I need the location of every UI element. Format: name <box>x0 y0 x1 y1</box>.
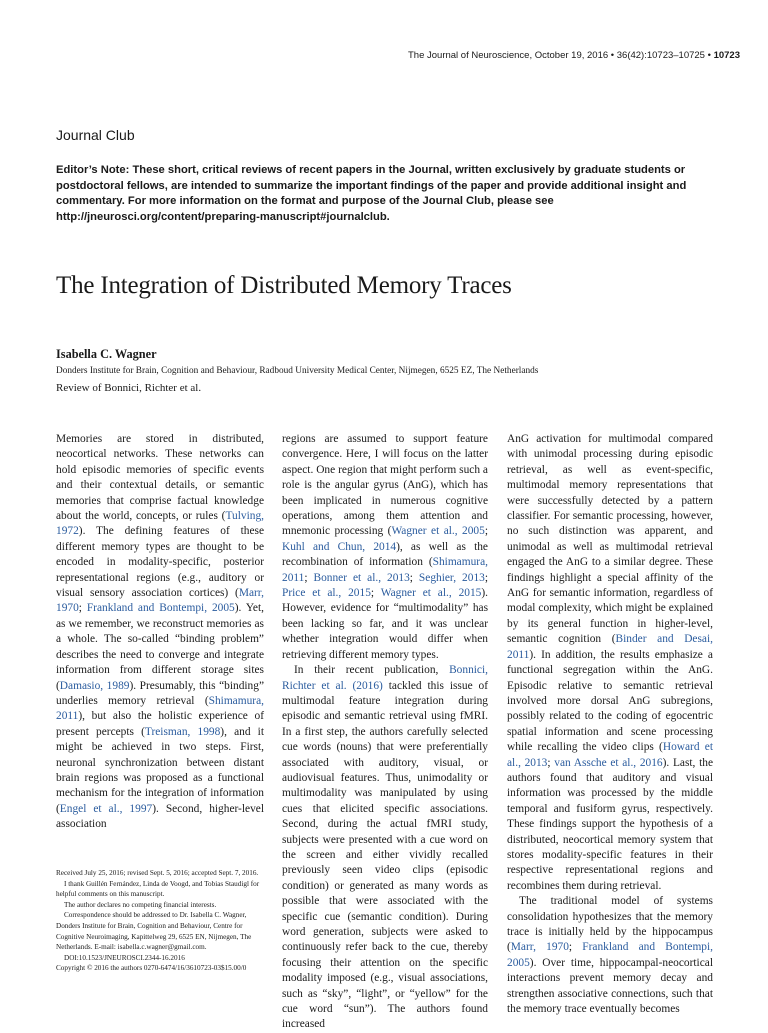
body-text: ; <box>568 941 583 954</box>
review-of-line: Review of Bonnici, Richter et al. <box>56 382 202 394</box>
citation-link[interactable]: Price et al., 2015 <box>282 587 371 600</box>
author-affiliation: Donders Institute for Brain, Cognition and Behaviour, Radboud University Medical Center, Nijmegen, 6525 EZ, The Netherlands <box>56 366 539 376</box>
footnote-doi: DOI:10.1523/JNEUROSCI.2344-16.2016 <box>64 953 185 962</box>
body-text: regions are assumed to support feature convergence. Here, I will focus on the latter aspect. One region that might perform such a role is the angular gyrus (AnG), which has been implicated in numerous cognitive operations, among them attention and mnemonic processing ( <box>282 433 488 538</box>
citation-link[interactable]: Engel et al., 1997 <box>59 802 153 815</box>
running-header <box>408 50 740 61</box>
footnote-dates: Received July 25, 2016; revised Sept. 5, 2016; accepted Sept. 7, 2016. <box>56 869 259 877</box>
body-text: ; <box>370 587 381 600</box>
body-text: ). However, evidence for “multimodality” has been lacking so far, and it was unclear whether integration would differ when retrieving different memory types. <box>282 587 489 661</box>
citation-link[interactable]: Seghier, 2013 <box>418 571 485 584</box>
editors-note: Editor’s Note: These short, critical reviews of recent papers in the Journal, written exclusively by graduate students or postdoctoral fellows, are intended to summarize the important findings of the paper and provide additional insight and commentary. For more information on the format and purpose of the Journal Club, please see http://jneurosci.org/content/preparing-manuscript#journalclub. <box>56 164 687 223</box>
body-text: ), but also the holistic experience of present percepts ( <box>56 710 264 738</box>
body-paragraph <box>282 663 488 1033</box>
citation-link[interactable]: Treisman, 1998 <box>144 725 221 738</box>
citation-link[interactable]: Howard et al., 2013 <box>507 741 714 769</box>
citation-link[interactable]: Marr, 1970 <box>56 587 264 615</box>
body-paragraph <box>507 432 713 894</box>
body-text: tackled this issue of multimodal feature integration during episodic and semantic retrieval using fMRI. In a first step, the authors carefully selected cue words (nouns) that were preferentially associated with auditory, visual, or audiovisual features. Thus, unimodality or multimodality was manipulated by using cues that elicited specific associations. Second, during the actual fMRI study, subjects were presented with a cue word on the screen and either vividly recalled previously seen video clips (episodic condition) or generated as many words as possible that were associated with the specific cue (semantic condition). During word generation, subjects were asked to continuously refer back to the cue, thereby focusing their attention on the specific modality imposed (e.g., visual associations, such as “sky”, “light”, or “yellow” for the cue word “sun”). The authors found increased <box>282 679 488 1031</box>
footnote-acknowledgements: I thank Guillén Fernández, Linda de Voogd, and Tobias Staudigl for helpful comments on this manuscript. <box>56 879 260 899</box>
body-text: ). Second, higher-level association <box>56 802 264 831</box>
citation-link[interactable]: Binder and Desai, 2011 <box>507 633 713 661</box>
citation-link[interactable]: Marr, 1970 <box>510 941 569 954</box>
citation-link[interactable]: Damasio, 1989 <box>59 679 130 692</box>
body-text: ). Last, the authors found that auditory and visual information was processed by the middle temporal and fusiform gyrus, respectively. These findings support the hypothesis of a distributed, neocortical memory system that stores modality-specific features in their respective representational regions and recombines them during retrieval. <box>507 756 714 892</box>
body-text: ; <box>78 602 87 615</box>
running-header-text: The Journal of Neuroscience, October 19, 2016 • 36(42):10723–10725 • <box>408 50 711 61</box>
body-text: ). Yet, as we remember, we reconstruct memories as a whole. The so-called “binding problem” describes the need to converge and integrate information from different storage sites ( <box>56 602 265 692</box>
citation-link[interactable]: Frankland and Bontempi, 2005 <box>86 602 235 615</box>
body-column-1 <box>56 432 264 833</box>
author-name: Isabella C. Wagner <box>56 347 157 361</box>
body-text: ; <box>409 571 419 584</box>
citation-link[interactable]: Bonner et al., 2013 <box>313 571 410 584</box>
body-text: ). Presumably, this “binding” underlies memory retrieval ( <box>56 679 265 707</box>
citation-link[interactable]: Shimamura, 2011 <box>282 556 488 584</box>
citation-link[interactable]: Tulving, 1972 <box>56 510 264 538</box>
citation-link[interactable]: Frankland and Bontempi, 2005 <box>507 941 714 969</box>
body-paragraph <box>507 894 713 1017</box>
body-text: In their recent publication, <box>294 664 450 677</box>
body-text: ; <box>547 756 555 769</box>
citation-link[interactable]: Shimamura, 2011 <box>56 694 264 723</box>
body-text: ), and it might be achieved in two steps. First, neuronal synchronization between distant brain regions was proposed as a functional mechanism for the integration of information ( <box>56 725 264 815</box>
body-paragraph <box>56 432 264 833</box>
section-label: Journal Club <box>56 127 135 143</box>
body-text: ). The defining features of these different memory types are thought to be encoded in modality-specific, posterior representational regions (e.g., auditory or visual sensory association cortices) ( <box>56 525 264 600</box>
body-column-3 <box>507 432 713 1017</box>
citation-link[interactable]: van Assche et al., 2016 <box>554 756 663 769</box>
citation-link[interactable]: Wagner et al., 2005 <box>391 525 485 538</box>
body-text: ). In addition, the results emphasize a functional segregation within the AnG. Episodic relative to semantic retrieval involved more dorsal AnG subregions, possibly related to the coding of egocentric spatial information and scene processing while recalling the video clips ( <box>507 648 713 754</box>
citation-link[interactable]: Bonnici, Richter et al. (2016) <box>282 664 488 692</box>
footnote-copyright: Copyright © 2016 the authors 0270-6474/16/3610723-03$15.00/0 <box>56 964 247 973</box>
body-paragraph <box>282 432 488 663</box>
citation-link[interactable]: Wagner et al., 2015 <box>380 587 482 600</box>
article-title: The Integration of Distributed Memory Traces <box>56 272 512 299</box>
footnote-correspondence: Correspondence should be addressed to Dr. Isabella C. Wagner, Donders Institute for Brain, Cognition and Behaviour, Centre for Cognitive Neuroimaging, Kapittelweg 29, 6525 EN, Nijmegen, The Netherlands. E-mail: isabella.c.wagner@gmail.com. <box>56 911 252 952</box>
body-text: Memories are stored in distributed, neocortical networks. These networks can hold episodic memories of specific events and their contextual details, or semantic memories that comprise factual knowledge about the world, concepts, or rules ( <box>56 433 264 523</box>
article-footnotes <box>56 868 264 974</box>
body-column-2 <box>282 432 488 1033</box>
body-text: ; <box>484 525 488 538</box>
page-number: 10723 <box>713 50 740 61</box>
citation-link[interactable]: Kuhl and Chun, 2014 <box>282 540 397 553</box>
body-text: AnG activation for multimodal compared with unimodal processing during episodic retrieval, as well as event-specific, multimodal memory representations that were successfully detected by a pattern classifier. For semantic processing, however, no such distinction was apparent, and unimodal as well as multimodal retrieval engaged the AnG to a similar degree. These findings highlight a special affinity of the AnG for semantic information, regardless of modal complexity, which might be explained by its general function in higher-level, semantic cognition ( <box>507 433 713 646</box>
body-text: ; <box>304 571 314 584</box>
body-text: ; <box>484 571 489 584</box>
body-text: ). Over time, hippocampal-neocortical interactions prevent memory decay and strengthen associative connections, such that the memory trace eventually becomes <box>507 956 713 1016</box>
body-text: ), as well as the recombination of information ( <box>282 540 488 569</box>
body-text: The traditional model of systems consolidation hypothesizes that the memory trace is initially held by the hippocampus ( <box>507 895 713 954</box>
footnote-competing-interests: The author declares no competing financial interests. <box>64 900 217 909</box>
